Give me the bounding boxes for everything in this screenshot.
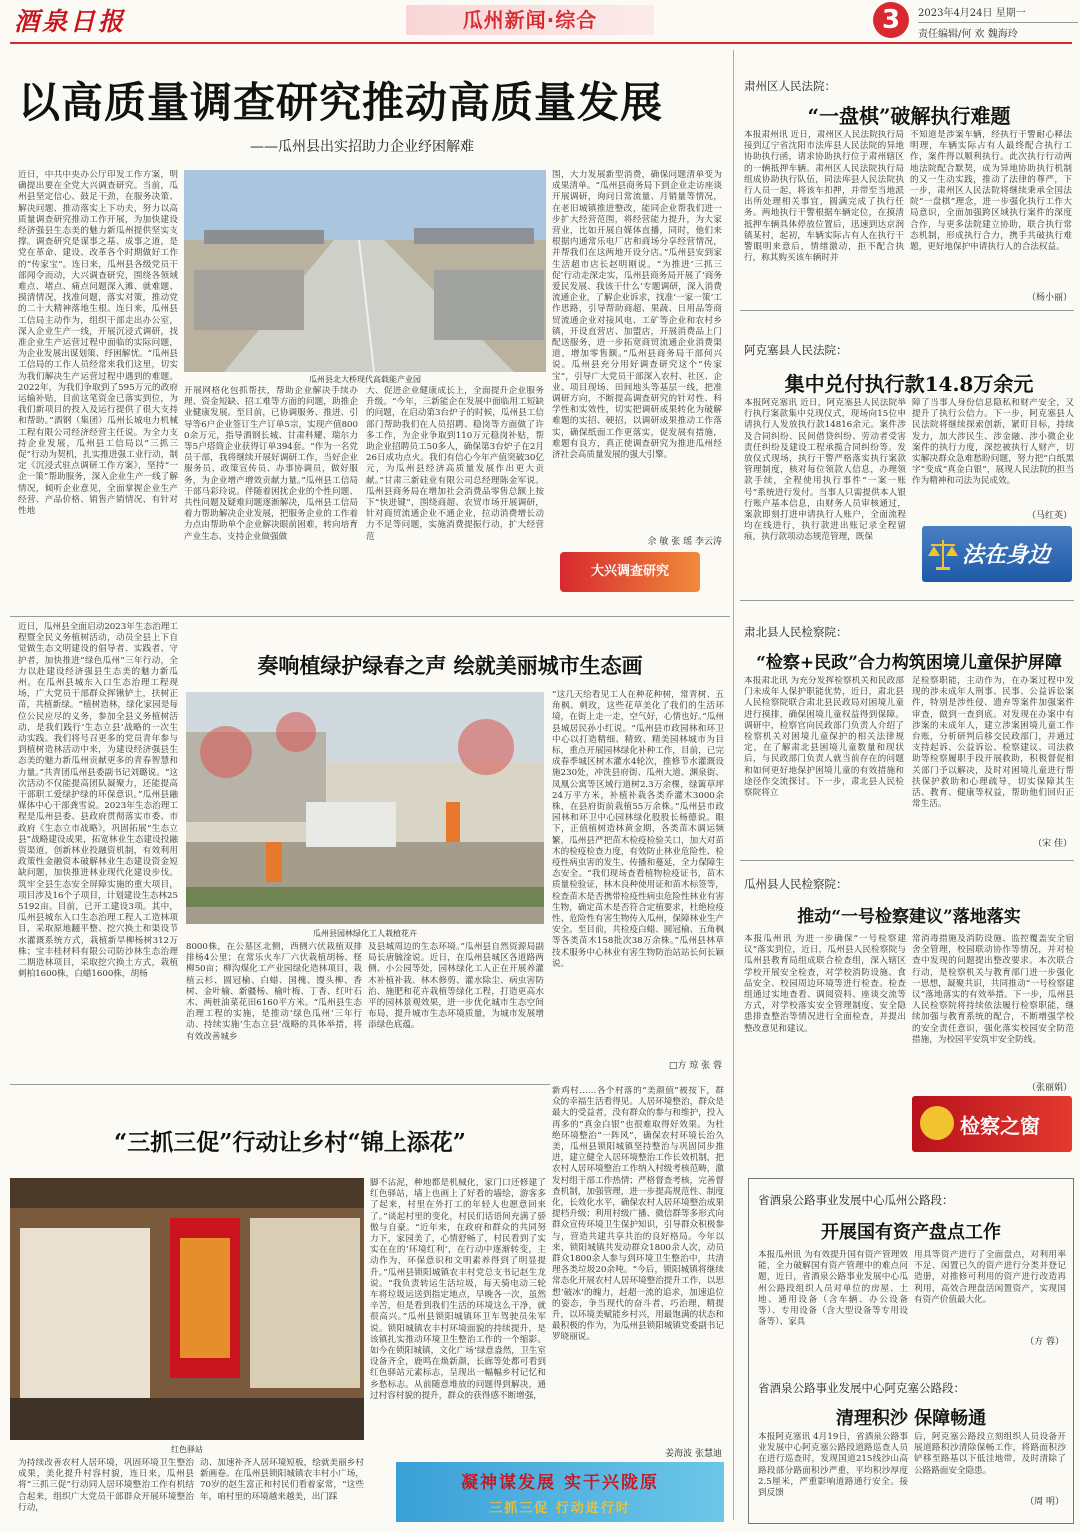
procur2-title: 推动“一号检察建议”落地落实 — [797, 907, 1021, 927]
lead-photo-caption: 瓜州县北大桥现代高载能产业园 — [309, 375, 421, 384]
village-column-1: 脚不沾泥，种地都是机械化，家门口还修建了红色驿站，墙上也画上了好看的墙绘，游客多了起来，村里在外打工的年轻人也愿意回来了。”谈起村里的变化，村民们话语间充满了骄傲与自豪。“近年来，在政府和群众的共同努力下，家园美了，心情舒畅了，村民看到了实实在在的‘环境红利’，在行动中逐渐转变，主动作为，环保意识和文明素养得到了明显提升。”瓜州县锁阳城镇农丰村党总支书记赵生龙说。“我负责转运生活垃圾，每天骑电动三轮车将垃圾运送到指定地点，早晚各一次，虽然辛苦，但是看到我们生活的环境这么干净，就很高兴。”瓜州县锁阳城镇环卫车驾驶员朱军说。锁阳城镇农丰村环境面貌的持续提升，是该镇扎实推动环境卫生整治工作的一个缩影。如今在锁阳城镇，文化广场‘绿意盎然，卫生室设备齐全，鹿鸣在焕新颜，长廊等处都可看到红色驿站元素标志，呈现出一幅幅乡村记忆和乡愁标志。从前随意堆放的问题得到解决，通过村容村貌的提升，群众的获得感不断增强， — [370, 1178, 546, 1401]
lead-column-3: 大、促进企业健康成长上，全面提升企业服务升级。“今年，三新能企在发展中面临用工短缺的问题，在启动第3台炉子的时候，瓜州县工信部门帮助我们在人员招聘、稳岗等方面做了许多工作，为企业争取到110万元稳岗补贴，帮助企业招聘员工50多人，确保第3台炉子在2月26日成功点火。我们有信心今年产值突破30亿元，为瓜州县经济高质量发展作出更大贡献。”甘肃三新硅业有限公司总经理陈金军说。瓜州县商务局在增加社会消费品零售总额上按下“快进键”，围绕商超、农贸市场开展调研，针对商贸流通企业不通企业，拉动消费增长动力不足等问题，实施消费提振行动，扩大经营范 — [366, 386, 544, 542]
issue-date: 2023年4月24日 星期一 — [918, 8, 1026, 19]
lead-headline: 以高质量调查研究推动高质量发展 — [18, 78, 664, 127]
procur1-byline: （宋 佳） — [1033, 839, 1072, 849]
village-headline: “三抓三促”行动让乡村“锦上添花” — [114, 1129, 466, 1156]
law-column-badge-text: 法在身边 — [962, 542, 1051, 568]
procuratorate-emblem-icon — [920, 1106, 954, 1140]
court1-kicker: 肃州区人民法院： — [744, 79, 836, 93]
editor-credit: 责任编辑/何 欢 魏海玲 — [918, 22, 1078, 40]
section-divider — [740, 860, 1074, 861]
lead-photo — [184, 170, 546, 372]
highway-column-2: 用具等资产进行了全面盘点，对利用率不足、闲置已久的资产进行分类并登记造册，对推修可利用的资产进行改造再利用，高效合理盘活闲置资产，实现国有资产价值最大化。 — [914, 1250, 1066, 1305]
court2-column-1: 本报阿克塞讯 近日，阿克塞县人民法院举行执行案款集中兑现仪式，现场向15位申请执行人发放执行款14816余元。案件涉及合同纠纷、民间借贷纠纷、劳动者受害责任纠纷及建设工程承揽合同纠纷等。发放仪式现场，执行干警严格落实执行案款管理制度，核对每位领款人信息，办理领款手续，全程使用执行事件“一案一账号”系统进行发付。当事人只需提供本人银行账户基本信息，由财务人员审核通过，案款即刻打进申请执行人账户，全面流程均在线进行，执行款进出账记录全程留痕，执行款项动态规范管理，既保 — [744, 398, 906, 543]
court2-kicker: 阿克塞县人民法院： — [744, 343, 848, 357]
court1-byline: （杨小丽） — [1026, 293, 1072, 303]
village-photo-caption: 红色驿站 — [171, 1445, 203, 1454]
survey-research-badge-text: 大兴调查研究 — [590, 564, 669, 579]
column-divider — [733, 50, 734, 1520]
red-station-photo — [10, 1178, 364, 1440]
section-divider — [740, 310, 1074, 311]
highway-kicker-2: 省酒泉公路事业发展中心阿克塞公路段： — [758, 1381, 965, 1395]
newspaper-logo: 酒泉日报 — [14, 7, 127, 36]
lead-byline: 佘 敏 张 瑶 李云涛 — [647, 537, 722, 547]
page-number-badge: 3 — [873, 2, 909, 38]
survey-research-badge — [560, 552, 700, 592]
village-under-1: 为持续改善农村人居环境，巩固环境卫生整治成果，美化提升村容村貌，连日来，瓜州县将“三抓三促”行动同人居环境整治工作有机结合起来，组织广大党员干部群众开展环境整治行动， — [18, 1458, 194, 1513]
green-headline: 奏响植绿护绿春之声 绘就美丽城市生态画 — [257, 653, 643, 678]
procuratorate-window-badge-text: 检察之窗 — [960, 1114, 1040, 1138]
court1-title: “一盘棋”破解执行难题 — [807, 104, 1011, 128]
highway-byline-2: （周 明） — [1025, 1497, 1064, 1507]
procur1-column-1: 本报肃北讯 为充分发挥检察机关和民政部门未成年人保护职能优势，近日，肃北县人民检察院联合肃北县民政局对困境儿童进行摸排，确保困境儿童权益得到保障。调研中，检察官向民政部门负责人介绍了检察机关对困境儿童保护的相关法律规定，在了解肃北县困境儿童数量和现状后，与民政部门负责人就当前存在的问题和如何更好地保护困境儿童的有效措施和途径作交流探讨。下一步，肃北县人民检察院将立 — [744, 676, 904, 799]
highway-byline-1: （方 蓉） — [1025, 1337, 1064, 1347]
procur2-kicker: 瓜州县人民检察院： — [744, 877, 848, 891]
highway-column-4: 后，阿克塞公路段立刻组织人员设备开展道路积沙清除保畅工作，将路面积沙铲移至路基以下低洼地带，及时清除了公路路面安全隐患。 — [914, 1432, 1066, 1476]
section-divider — [10, 1084, 550, 1085]
law-column-badge — [922, 526, 1072, 582]
masthead-rule — [10, 42, 1072, 44]
highway-kicker-1: 省酒泉公路事业发展中心瓜州公路段： — [758, 1193, 954, 1207]
green-photo — [186, 692, 544, 924]
campaign-banner-subtitle: 三抓三促 行动进行时 — [489, 1501, 631, 1516]
village-column-2: 新鸡村……各个村落的“美颜值”被按下，群众的幸福生活看得见。人居环境整治，群众是最大的受益者，没有群众的参与和维护，投入再多的“真金白银”也很难取得好效果。为杜绝环境整治“一阵风”，确保农村环境长治久美，瓜州县锁阳城镇坚持整治与巩固同步推进，建立健全人居环境整治工作长效机制，把农村人居环境整治工作纳入村级考核范畴，激发村组干部工作热情；严格督查考核，完善督查机制，加强管理，进一步提高规范性、制度化，长效化水平，确保农村人居环境整治成果提档升级；利用村级广播、微信群等多形式向群众宣传环境卫生保护知识，引导群众积极参与，营造共建共享共治的良好格局。今年以来，锁阳城镇共发动群众1800余人次，动员群众1800余人参与到环境卫生整治中，共清理各类垃圾20余吨。“今后，锁阳城镇将继续常态化开展农村人居环境整治提升工作，以思想‘破冰’的魄力，赶超一流的追求，加速追位的姿态，争当现代的奋斗者，巧治理，精提升，以环境美赋能乡村兴，用最饱满的状态和最积极的作为，为瓜州县锁阳城镇党委副书记罗晓丽说。 — [552, 1086, 724, 1343]
village-byline: 姜海波 张慧迪 — [665, 1449, 722, 1459]
tree-planting-photo — [186, 692, 544, 924]
green-column-1: 近日，瓜州县全面启动2023年生态治理工程暨全民义务植树活动，动员全县上下自觉做生态文明建设的倡导者、实践者、守护者，加快推进“绿色瓜州”三年行动，全力以赴建设经济强县生态美的魅力新瓜州。在瓜州县城东入口生态治理工程现场，广大党员干部群众挥锹铲土，扶树正苗，共植新绿。“植树造林，绿化家园是每位公民应尽的义务，参加全县义务植树活动，是我们践行‘生态立县’战略的一次生动实践。我们将号召更多的党员青年参与到植树造林活动中来，为建设经济强县生态美的魅力新瓜州贡献更多的青春智慧和力量。”共青团瓜州县委副书记刘璐说。“这次活动不仅能提高团队凝聚力，还能提高干部职工爱绿护绿的环保意识。”瓜州县融媒体中心干部龚雪说。2023年生态治理工程是瓜州县委、县政府贯彻落实市委、市政府《生态立市战略》，巩固拓展“生态立县”战略建设成果，拓宽林业生态建设投融资渠道，创新林业投融资机制，有效利用政策性金融资本破解林业生态建设资金短缺问题，加快推进林业现代化建设步伐。筑牢全县生态安全屏障实施的重大项目，项目涉及16个子项目，计划建设生态林255192亩。目前，已开工建设3项。其中，瓜州县城东入口生态治理工程人工造林项目，采取原地翻平整、挖穴换土和渠设节水灌溉系统方式，栽植新旱柳杨树312万株；宝丰桂材料有限公司防沙林生态治理二期造林项目，采取挖穴换土方式，栽植刺柏1600株，白蜡1600株，胡杨 — [18, 622, 178, 980]
green-column-3: 及县城周边的生态环境。”瓜州县自然资源局副局长唐毓淦说。近日，在瓜州县城区各道路两侧、小公园等处，园林绿化工人正在开展养灌木补植补栽、林木修剪、灌水除尘、病虫害防治、施肥和花卉栽植等绿化工程，打造更高水平的园林景观效果，进一步优化城市生态空间布局，提升城市生态环境质量，为城市发展增添绿色底蕴。 — [368, 942, 544, 1031]
procur1-kicker: 肃北县人民检察院： — [744, 625, 848, 639]
court2-column-2: 障了当事人身份信息隐私和财产安全，又提升了执行公信力。下一步，阿克塞县人民法院将继续探索创新，紧盯目标，持续发力，加大涉民生、涉金融、涉小微企业案件的执行力度，深挖被执行人财产，切实解决群众急难愁盼问题，努力把“白纸黑字”变成“真金白银”，展现人民法院的担当作为精神和司法为民成效。 — [912, 398, 1074, 487]
lead-column-1: 近日，中共中央办公厅印发工作方案，明确提出要在全党大兴调查研究。当前，瓜州县坚定信心、鼓足干劲，在服务决策、解决问题、推动落实上下功夫，努力以高质量调查研究推动工作开展，为加快建设经济强县生态美的魅力新瓜州提供坚实支撑。调查研究是谋事之基、成事之道，是党在革命、建设、改革各个时期做好工作的“传家宝”。连日来，瓜州县各级党员干部闻令而动，大兴调查研究，围绕各领域难点、堵点、痛点问题深入滩、就难题、摸清情况，找准问题，落实对策，推动党的二十大精神落地生根。连日来，瓜州县工信局主动作为，组织干部走出办公室，深入企业生产一线，开展沉浸式调研，找准企业生产运营过程中面临的实际问题，为企业发展出谋划策、纾困解忧。“瓜州县工信局的工作人员经常来我们这里，切实为我们解决生产运营过程中遇到的难题。2022年，为我们争取到了595万元的政府运输补贴，目前这笔资金已落实到位，为我们新项目的投入及运行提供了很大支持和帮助。”酒钢（集团）瓜州长城电力机械工程有限公司经济经营主任说。为全力支持企业发展，瓜州县工信局以“三抓三促”行动为契机，扎实推进强工业行动，制定《沉浸式驻点调研工作方案》，坚持“一企一策”帮助服务，深入企业生产一线了解情况，倾听企业意见，全面掌握企业生产经营、产品价格、销售产销情况、有针对性地 — [18, 170, 178, 517]
procur2-column-1: 本报瓜州讯 为进一步确保“一号检察建议”落实到位，近日，瓜州县人民检察院与瓜州县教育局组成联合检查组，深入辖区学校开展安全检查，对学校消防设施、食品安全、校园周边环境等进行检查。检查组通过实地查看、调阅资料、座谈交流等方式，对学校落实安全管理制度、安全隐患排查整治等情况进行全面检查，并提出整改意见和建议。 — [744, 934, 906, 1034]
section-title: 瓜州新闻·综合 — [462, 8, 598, 32]
village-under-2: 动、加速补齐人居环境短板，绘就美丽乡村新画卷。在瓜州县锁阳城镇农丰村小广场，70岁的赵生富正和村民们看着家常，“这些年，咱村里的环境越来越美，出门踩 — [200, 1458, 364, 1502]
court2-byline: （马红英） — [1026, 511, 1072, 521]
scales-of-justice-icon — [928, 536, 958, 572]
highway-title-1: 开展国有资产盘点工作 — [821, 1222, 1001, 1243]
green-column-4: “这几天给看见工人在种花种树，常青树、五角枫、刺玫，这些花草美化了我们的生活环境，在街上走一走，空气好，心情也好。”瓜州县城居民孙小红说。“瓜州县市政园林和环卫中心以打造精细、精致、精美园林城市为目标，重点开展园林绿化补种工作，目前，已完成春季城区树木灌水4轮次，推修节水灌溉设施230处，冲洗县府街、瓜州大道、渊泉街、凤凰公寓等区域行道树2.3万余棵，绿篱草坪24万平方米，补植补栽各类乔灌木3000余株，在县府街前栽植55万余株。”瓜州县市政园林和环卫中心园林绿化股股长杨德说。眼下，正值植树造林黄金期，各类苗木调运频繁，瓜州县严把苗木检疫检验关口，加大对苗木的检疫检查力度，有效防止林业危险性、检疫性病虫害的发生、传播和蔓延，全力保障生态安全。“我们现场查看植物检疫证书，苗木质量检验证，林木良种使用证和苗木标签等，检查苗木是否携带检疫性病虫危险性林业有害生物，确定苗木是否符合定植要求，杜绝检疫性、危险性有害生物传入瓜州，保障林业生产安全。至目前，共检疫白蜡、圆冠榆、五角枫等各类苗木158批次38万余株。”瓜州县林草技术服务中心林业有害生物防治站站长何长颖说。 — [552, 690, 724, 969]
section-divider — [740, 600, 1074, 601]
court1-column-1: 本报肃州讯 近日，肃州区人民法院执行局接到辽宁省沈阳市法库县人民法院的异地协助执行函，请求协助执行位于肃州辖区的一辆抵押车辆。肃州区人民法院执行局组成协助执行队伍，同法库县人民法院执行人员一起，将该车扣押，并带至当地派出所处理相关事宜，圆满完成了执行任务。两地执行干警根据车辆定位，在摸清抵押车辆具体停放位置后，迅速到达京润镇某村，起初，车辆实际占有人在执行干警眼明来意后，情绪激动，拒不配合执行，称其购买该车辆时并 — [744, 130, 904, 264]
green-photo-caption: 瓜州县园林绿化工人栽植花卉 — [313, 929, 417, 938]
procuratorate-window-badge — [912, 1096, 1072, 1152]
green-byline: □方 琼 张 蓉 — [668, 1061, 722, 1071]
industrial-park-aerial-photo — [184, 170, 546, 372]
section-banner — [406, 5, 654, 35]
court1-column-2: 不知道是涉案车辆，经执行干警耐心释法明理，车辆实际占有人最终配合执行工作，案件得以顺利执行。此次执行行动两地法院配合默契，成为异地协助执行机制的又一生动实践，推动了法律的尊严，下一步，肃州区人民法院将继续秉承全国法院“一盘棋”理念，进一步强化执行工作大局意识，全面加强跨区域执行案件的深度合作，与更多法院建立协助，联合执行常态机制，形成执行合力，携手共破执行难题，更好地保护申请执行人的合法权益。 — [910, 130, 1072, 253]
procur1-title: “检察+民政”合力构筑困境儿童保护屏障 — [756, 653, 1062, 673]
court2-title: 集中兑付执行款14.8万余元 — [784, 372, 1034, 396]
village-photo — [10, 1178, 364, 1440]
lead-column-4: 围，大力发展新型消费，确保问题清单变为成果清单。“瓜州县商务局下到企业走访座谈开展调研，询问日常流量、月销量等情况，在老旧城镇推进整改，能同企业帮我们进一步扩大经营范围，将经营能力提升，为大家营业，比如开展自媒体直播，同时，他们来根据内通常乐电厂店和商场分享经营情况，并帮我们在这两地开设分店。”瓜州县安到家生活超市店长赵明刚说。“为推进‘三抓三促’行动走深走实，瓜州县商务局开展了‘商务爱民发展、我该干什么’专题调研，深入消费流通企业，了解企业诉求，找准‘一家一策’工作思路，引导帮助商超、果蔬、日用品等商贸流通企业对接风电、工矿等企业和农村乡镇，开设直营店、加盟店，开展消费品上门配送服务，进一步拓宽商贸流通企业消费渠道，增加零售额。”瓜州县商务局干部何兴说。瓜州县充分用好调查研究这个“传家宝”，引导广大党员干部深入农村、社区、企业、项目现场、田间地头等基层一线，把准调研方向，不断提高调查研究的针对性、科学性和实效性，切实把调研成果转化为破解难题的实招、硬招，以调研成果推动工作落实，确保纸面工作更落实，促发展有措施，难题有良方，真正使调查研究为推进瓜州经济社会高质量发展的强大引擎。 — [552, 170, 722, 461]
procur2-column-2: 常消毒措施及消防设施、监控覆盖安全宿舍全管理，校园联动协作等情况，并对检查中发现的问题提出整改要求。本次联合行动，是检察机关与教育部门进一步强化一思想，凝聚共识，共同推动“一号检察建议”落地落实的有效举措。下一步，瓜州县人民检察院将持续依法履行检察职能，继续加强与教育系统的配合，不断增强学校的安全责任意识，强化落实校园安全防范措施，为校园平安筑牢安全防线。 — [912, 934, 1074, 1045]
highway-column-1: 本报瓜州讯 为有效提升国有资产管理效能，全力破解国有资产管理中的难点问题，近日，省酒泉公路事业发展中心瓜州公路段组织人员对单位的房屋、土地、通用设备（含车辆、办公设备等）、专用设备（含大型设备等专用设备等）、家具 — [758, 1250, 908, 1328]
procur1-column-2: 足检察职能，主动作为，在办案过程中发现的涉未成年人刑事、民事、公益诉讼案件，特别是涉性侵、遗弃等案件加强案件审查，做到一查到底。对发现在办案中有涉案的未成年人，建立涉案困境儿童工作台账，分析研判后移交民政部门，并通过支持起诉、公益诉讼、检察建议、司法救助等检察履职手段开展救助，积极督促相关部门予以解决，及时对困境儿童进行帮扶保护救助和心理疏导，切实保障其生活、教育、健康等权益，帮助他们回归正常生活。 — [912, 676, 1074, 810]
lead-subtitle: ——瓜州县出实招助力企业纾困解难 — [250, 139, 474, 155]
section-divider — [10, 616, 730, 617]
campaign-banner — [396, 1462, 724, 1522]
highway-column-3: 本报阿克塞讯 4月19日，省酒泉公路事业发展中心阿克塞公路段道路巡查人员在进行巡查时，发现国道215线沙山高路段部分路面积沙严重，平均积沙厚度2.5厘米，严重影响道路通行安全。接到反馈 — [758, 1432, 908, 1499]
green-column-2: 8000株，在公墓区北侧，西侧六伏栽植双排排杨4公里；在常乐火车厂六伏栽植胡杨、柽柳50亩；柳沟煤化工产业园绿化造林项目，栽植云杉、圆冠榆、白蜡、国槐、馒头柳、香树、金叶榆、新疆杨、榆叶梅、丁香、红叶石木、两桩油菜花田6160平方米。“瓜州县生态治理工程的实施，是推动‘绿色瓜州’三年行动、持续实施‘生态立县’战略的具体举措，将有效改善城乡 — [186, 942, 362, 1042]
procur2-byline: （张丽娟） — [1026, 1083, 1072, 1093]
lead-column-2: 开展网格化包抓帮扶，帮助企业解决手续办理、资金短缺、招工难等方面的问题，助推企业健康发展。至目前，已协调服务、推进、引导等6户企业签订生产订单5宗，实现产值8000余万元，指导酒钢长城、甘肃科耀、瑞尔力等5户塔筒企业获得订单394套。“作为一名党员干部，我将继续开展好调研工作，当好企业服务员、政策宣传员、办事协调员，做好服务，为企业增产增效贡献力量。”瓜州县工信局干部马彩玲说。伴随着困扰企业的个性问题、共性问题及疑难问题逐渐解决，瓜州县工信局着力帮助解决企业发展，把服务企业的工作着力点由帮助单个企业解决眼前困难，转向培育产业生态、支持企业做强做 — [184, 386, 358, 542]
campaign-banner-slogan: 凝神谋发展 实干兴陇原 — [461, 1473, 659, 1493]
highway-title-2: 清理积沙 保障畅通 — [835, 1408, 987, 1429]
